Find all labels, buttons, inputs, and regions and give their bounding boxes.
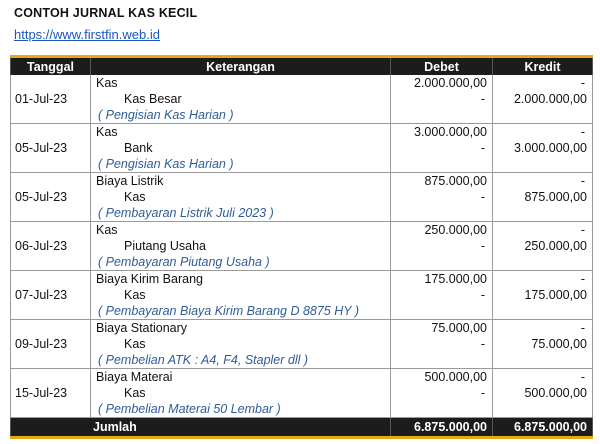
debit-account: Kas [96,76,118,90]
entry-credit-cell [493,124,593,173]
credit-account: Piutang Usaha [124,239,207,253]
debit-amount: 250.000,00 [424,223,487,237]
entry-credit-cell [493,173,593,222]
journal-entry-row [11,320,593,369]
website-link[interactable]: https://www.firstfin.web.id [14,27,160,42]
petty-cash-journal-table [10,55,593,439]
entry-debit-cell [391,271,493,320]
entry-credit-cell [493,271,593,320]
entry-note: ( Pembayaran Listrik Juli 2023 ) [98,206,274,220]
total-label: Jumlah [11,418,391,438]
credit-account: Kas [124,190,146,204]
journal-entry-row [11,222,593,271]
entry-debit-cell [391,222,493,271]
entry-credit-cell [493,320,593,369]
table-body [11,75,593,418]
credit-account: Kas Besar [124,92,182,106]
credit-account: Kas [124,386,146,400]
journal-entry-row [11,124,593,173]
credit-dash: - [580,321,585,335]
credit-dash: - [580,174,585,188]
column-header-description: Keterangan [91,57,391,76]
page-title: CONTOH JURNAL KAS KECIL [14,6,198,20]
debit-amount: 500.000,00 [424,370,487,384]
debit-dash: - [480,141,485,155]
entry-debit-cell [391,124,493,173]
column-header-credit: Kredit [493,57,593,76]
entry-date: 15-Jul-23 [11,369,91,418]
journal-entry-row [11,75,593,124]
debit-amount: 175.000,00 [424,272,487,286]
credit-amount: 75.000,00 [531,337,587,351]
debit-amount: 875.000,00 [424,174,487,188]
entry-date: 05-Jul-23 [11,124,91,173]
debit-account: Biaya Kirim Barang [96,272,203,286]
entry-note: ( Pembayaran Biaya Kirim Barang D 8875 HY ) [98,304,359,318]
table-header [11,57,593,76]
debit-dash: - [480,337,485,351]
debit-amount: 2.000.000,00 [414,76,487,90]
entry-note: ( Pembayaran Piutang Usaha ) [98,255,270,269]
credit-dash: - [580,370,585,384]
column-header-debit: Debet [391,57,493,76]
credit-account: Kas [124,337,146,351]
debit-dash: - [480,288,485,302]
total-row [11,418,593,438]
entry-description [91,75,391,124]
debit-account: Biaya Listrik [96,174,164,188]
credit-dash: - [580,125,585,139]
debit-account: Biaya Materai [96,370,173,384]
entry-note: ( Pengisian Kas Harian ) [98,157,234,171]
entry-debit-cell [391,369,493,418]
debit-dash: - [480,386,485,400]
debit-amount: 75.000,00 [431,321,487,335]
credit-dash: - [580,76,585,90]
column-header-date: Tanggal [11,57,91,76]
entry-description [91,369,391,418]
entry-credit-cell [493,369,593,418]
entry-description [91,173,391,222]
entry-debit-cell [391,320,493,369]
debit-dash: - [480,92,485,106]
entry-date: 07-Jul-23 [11,271,91,320]
journal-entry-row [11,369,593,418]
entry-debit-cell [391,75,493,124]
credit-amount: 500.000,00 [524,386,587,400]
debit-dash: - [480,239,485,253]
entry-description [91,320,391,369]
debit-account: Kas [96,223,118,237]
credit-amount: 250.000,00 [524,239,587,253]
entry-note: ( Pengisian Kas Harian ) [98,108,234,122]
debit-dash: - [480,190,485,204]
entry-date: 05-Jul-23 [11,173,91,222]
debit-account: Biaya Stationary [96,321,188,335]
credit-dash: - [580,272,585,286]
entry-date: 09-Jul-23 [11,320,91,369]
total-debit: 6.875.000,00 [391,418,493,438]
header-row [11,57,593,76]
entry-date: 01-Jul-23 [11,75,91,124]
debit-amount: 3.000.000,00 [414,125,487,139]
entry-note: ( Pembelian ATK : A4, F4, Stapler dll ) [98,353,309,367]
table-footer [11,418,593,438]
credit-account: Kas [124,288,146,302]
entry-debit-cell [391,173,493,222]
journal-entry-row [11,271,593,320]
entry-note: ( Pembelian Materai 50 Lembar ) [98,402,281,416]
credit-amount: 875.000,00 [524,190,587,204]
entry-credit-cell [493,222,593,271]
entry-description [91,271,391,320]
credit-amount: 3.000.000,00 [514,141,587,155]
entry-description [91,222,391,271]
entry-credit-cell [493,75,593,124]
entry-description [91,124,391,173]
total-credit: 6.875.000,00 [493,418,593,438]
entry-date: 06-Jul-23 [11,222,91,271]
credit-amount: 2.000.000,00 [514,92,587,106]
journal-entry-row [11,173,593,222]
credit-amount: 175.000,00 [524,288,587,302]
credit-account: Bank [124,141,153,155]
debit-account: Kas [96,125,118,139]
credit-dash: - [580,223,585,237]
